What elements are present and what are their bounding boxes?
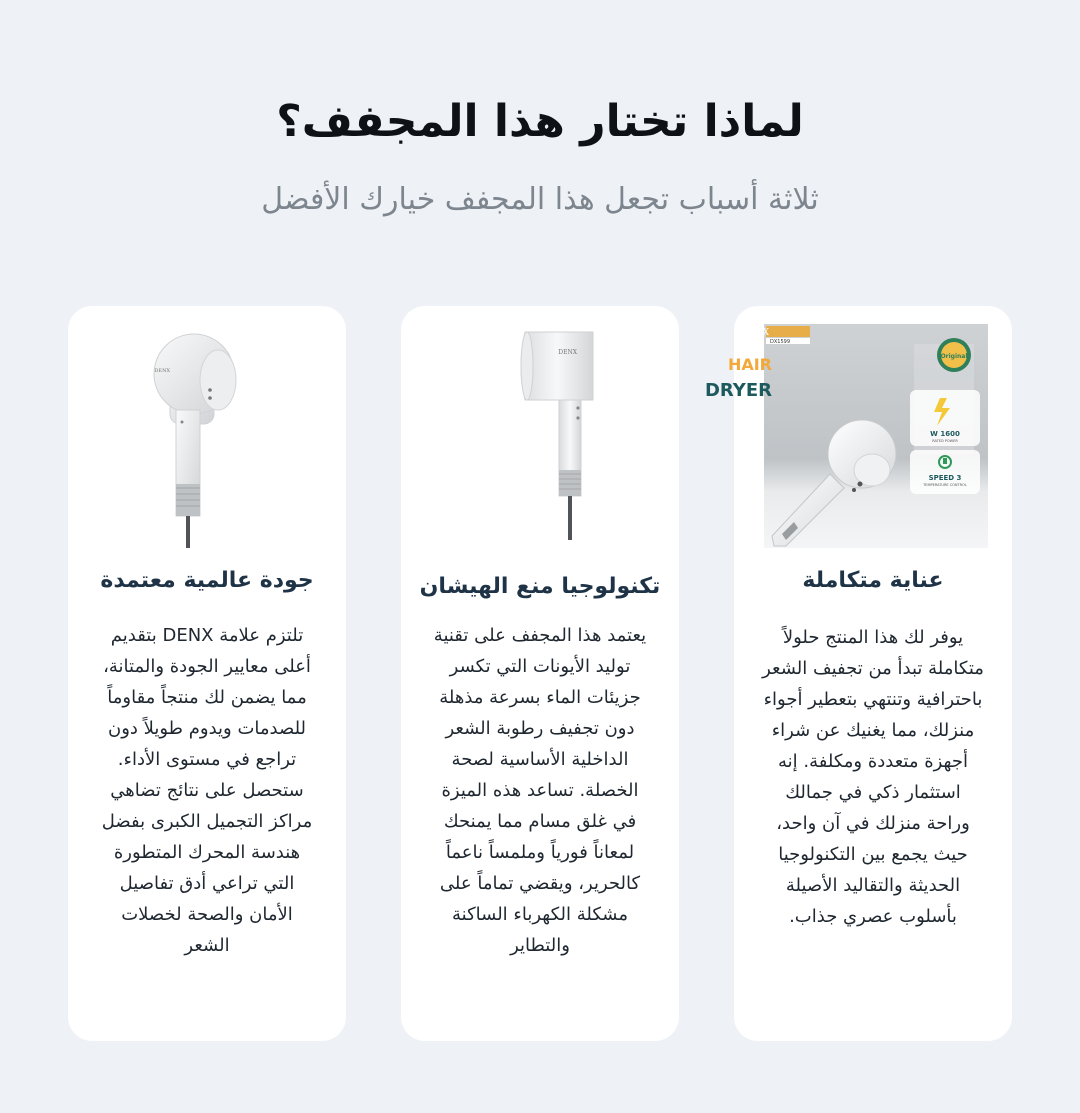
card-description: يوفر لك هذا المنتج حلولاً متكاملة تبدأ من تجفيف الشعر باحترافية وتنتهي بتعطير أجواء منزلك، مما يغنيك عن شراء أجهزة متعددة ومكلفة. إنه استثمار ذكي في جمالك وراحة منزلك في آن واحد، حيث يجمع بين التكنولوجيا الحديثة والتقاليد الأصيلة بأسلوب عصري جذاب. — [762, 627, 984, 927]
speed-rating: 3 SPEED — [928, 474, 962, 482]
poster-headline-hair: HAIR — [727, 355, 772, 374]
card-description: يعتمد هذا المجفف على تقنية توليد الأيونات التي تكسر جزيئات الماء بسرعة مذهلة دون تجفيف رطوبة الشعر الداخلية الأساسية لصحة الخصلة. تساعد هذه الميزة في غلق مسام مما يمنحك لمعاناً فورياً وملمساً ناعماً كالحرير، ويقضي تماماً على مشكلة الكهرباء الساكنة والتطاير — [433, 625, 647, 956]
product-image — [98, 324, 322, 548]
feature-cards — [68, 306, 1012, 1041]
power-label: RATED POWER — [932, 439, 958, 443]
card-description: تلتزم علامة DENX بتقديم أعلى معايير الجودة والمتانة، مما يضمن لك منتجاً مقاوماً للصدمات ويدوم طويلاً دون تراجع في مستوى الأداء. ستحصل على نتائج تضاهي مراكز التجميل الكبرى بفضل هندسة المحرك المتطورة التي تراعي أدق تفاصيل الأمان والصحة لخصلات الشعر — [101, 625, 313, 956]
feature-card-global-quality — [68, 306, 346, 1041]
model-number: DX1599 — [770, 339, 790, 345]
feature-card-anti-frizz — [401, 306, 679, 1041]
brand-logo-text: DENX — [154, 368, 170, 374]
hair-dryer-icon — [154, 334, 236, 548]
power-rating: 1600 W — [930, 430, 960, 438]
brand-logo-text: DENX — [740, 328, 769, 338]
product-poster-image — [704, 324, 988, 548]
product-image — [431, 324, 655, 548]
card-title: عناية متكاملة — [802, 568, 944, 593]
card-title: جودة عالمية معتمدة — [100, 568, 314, 593]
feature-card-integrated-care — [704, 306, 1012, 1041]
page-title: لماذا تختار هذا المجفف؟ — [276, 96, 804, 147]
svg-text:Original: Original — [940, 353, 968, 360]
card-title: تكنولوجيا منع الهيشان — [419, 574, 661, 599]
speed-label: TEMPERATURE CONTROL — [923, 483, 967, 487]
page-subtitle: ثلاثة أسباب تجعل هذا المجفف خيارك الأفضل — [261, 182, 819, 217]
brand-logo-text: DENX — [558, 349, 577, 356]
hair-dryer-icon — [521, 332, 593, 540]
original-badge-icon — [937, 338, 971, 372]
poster-headline-dryer: DRYER — [704, 380, 772, 401]
